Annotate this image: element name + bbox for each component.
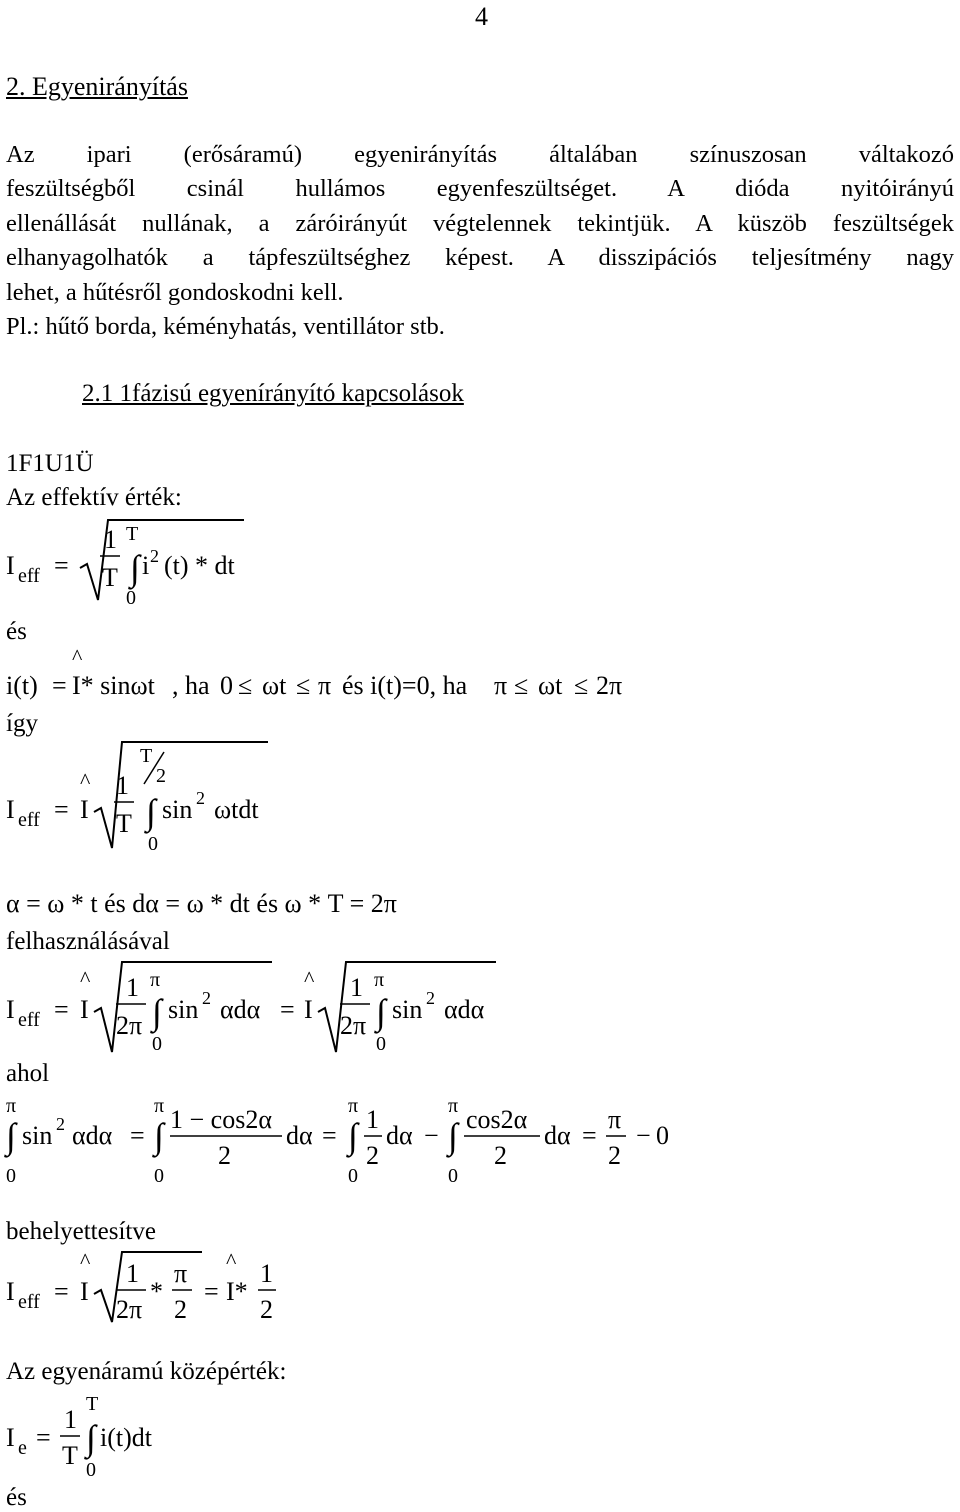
text-es-bottom: és <box>6 1484 27 1511</box>
eq-equals: = <box>54 995 69 1024</box>
eq-int-upper: π <box>154 1095 165 1117</box>
eq-int-upper: π <box>374 969 385 991</box>
equation-effective-alpha <box>6 962 496 1055</box>
eq-frac-den: T <box>102 563 118 592</box>
eq-omega-tdt: ωtdt <box>214 795 259 824</box>
eq-equals: = <box>582 1121 597 1150</box>
eq-frac-num: π <box>174 1259 188 1288</box>
eq-hat: ^ <box>80 966 91 991</box>
eq-frac-den: 2 <box>174 1295 187 1324</box>
eq-power: 2 <box>426 988 435 1008</box>
eq-pi: π <box>318 671 332 700</box>
effective-value-label: Az effektív érték: <box>6 484 182 511</box>
eq-frac-den: T <box>116 809 132 838</box>
intro-line: lehet, a hűtésről gondoskodni kell. <box>6 278 344 306</box>
eq-leq: ≤ <box>574 671 589 700</box>
eq-alpha-dalpha: αdα <box>72 1121 113 1150</box>
eq-frac-den: 2π <box>340 1011 367 1040</box>
eq-frac-den: 2 <box>494 1141 507 1170</box>
eq-symbol-I: I <box>6 795 15 824</box>
eq-sin: sin <box>162 795 193 824</box>
eq-d-alpha: dα <box>286 1121 313 1150</box>
eq-frac-den: 2π <box>116 1295 143 1324</box>
eq-es-mid: és i(t)=0, ha <box>342 671 468 700</box>
eq-int-upper: π <box>150 969 161 991</box>
eq-alpha-dalpha: αdα <box>444 995 485 1024</box>
eq-frac-num: 1 <box>116 771 129 800</box>
eq-sub-e: e <box>18 1437 27 1459</box>
eq-frac-num: 1 − cos2α <box>170 1105 272 1134</box>
eq-zero: 0 <box>220 671 233 700</box>
eq-frac-num: 1 <box>126 973 139 1002</box>
eq-power: 2 <box>202 988 211 1008</box>
eq-equals: = <box>54 795 69 824</box>
eq-int-lower: 0 <box>6 1165 16 1187</box>
integral-sign: ∫ <box>6 1116 16 1156</box>
eq-power: 2 <box>150 546 159 566</box>
eq-int-upper: π <box>6 1095 17 1117</box>
eq-zero: 0 <box>656 1121 669 1150</box>
eq-hat: ^ <box>80 1248 91 1273</box>
eq-two-pi: 2π <box>596 671 623 700</box>
text-behelyettesitve: behelyettesítve <box>6 1218 156 1245</box>
eq-hat: ^ <box>72 644 83 669</box>
eq-sin: sin <box>22 1121 53 1150</box>
integral-sign: ∫ <box>154 1116 164 1156</box>
eq-hat: ^ <box>304 966 315 991</box>
eq-hat: ^ <box>226 1248 237 1273</box>
integral-sign: ∫ <box>152 992 162 1032</box>
eq-int-upper-den: 2 <box>156 765 166 787</box>
eq-int-lower: 0 <box>148 833 158 855</box>
eq-int-upper: T <box>140 745 153 767</box>
eq-integrand-rest: (t) * dt <box>164 551 235 580</box>
intro-line: Az ipari (erősáramú) egyenirányítás általában színuszosan váltakozó <box>6 141 954 168</box>
intro-line: elhanyagolhatók a tápfeszültséghez képest. A disszipációs teljesítmény nagy <box>6 244 954 272</box>
eq-int-lower: 0 <box>126 587 136 609</box>
equation-effective-value <box>6 520 244 609</box>
eq-sin: sin <box>168 995 199 1024</box>
eq-sin: sin <box>392 995 423 1024</box>
subsection-heading: 2.1 1fázisú egyenírányító kapcsolások <box>82 380 464 407</box>
eq-int-upper: π <box>448 1095 459 1117</box>
eq-frac-den: 2 <box>366 1141 379 1170</box>
equation-result <box>6 1248 276 1324</box>
eq-frac-den: T <box>62 1441 78 1470</box>
eq-hat: ^ <box>80 768 91 793</box>
eq-int-upper: π <box>348 1095 359 1117</box>
circuit-label: 1F1U1Ü <box>6 450 94 477</box>
eq-I: I <box>304 995 313 1024</box>
eq-equals: = <box>280 995 295 1024</box>
eq-equals: = <box>204 1277 219 1306</box>
eq-alpha-dalpha: αdα <box>220 995 261 1024</box>
text-felhasznalasaval: felhasználásával <box>6 928 170 955</box>
eq-I: I <box>80 1277 89 1306</box>
text-igy: így <box>6 710 38 737</box>
eq-omega-t: ωt <box>538 671 563 700</box>
integral-sign: ∫ <box>146 792 156 832</box>
integral-sign: ∫ <box>376 992 386 1032</box>
section-heading: 2. Egyenirányítás <box>6 72 188 101</box>
equation-substitution: α = ω * t és dα = ω * dt és ω * T = 2π <box>6 889 397 918</box>
eq-star: * <box>150 1277 163 1306</box>
eq-symbol-I: I <box>6 995 15 1024</box>
eq-minus: − <box>424 1121 439 1150</box>
equation-effective-integral <box>6 742 268 855</box>
eq-int-lower: 0 <box>348 1165 358 1187</box>
eq-equals: = <box>54 551 69 580</box>
eq-int-upper: T <box>86 1393 99 1415</box>
eq-int-lower: 0 <box>448 1165 458 1187</box>
eq-int-upper: T <box>126 523 139 545</box>
eq-symbol-I: I <box>6 1423 15 1452</box>
eq-frac-num: 1 <box>104 525 117 554</box>
eq-symbol-I: I <box>6 551 15 580</box>
eq-equals: = <box>54 1277 69 1306</box>
eq-i-t-dt: i(t)dt <box>100 1423 152 1452</box>
eq-power: 2 <box>196 788 205 808</box>
eq-power: 2 <box>56 1114 65 1134</box>
eq-equals: = <box>130 1121 145 1150</box>
intro-line: ellenállását nullának, a záróirányút végtelennek tekintjük. A küszöb feszültségek <box>6 209 954 237</box>
eq-omega-t: ωt <box>262 671 287 700</box>
eq-I-sin: I* sinωt <box>72 671 155 700</box>
eq-frac-den: 2 <box>260 1295 273 1324</box>
integral-sign: ∫ <box>130 548 140 588</box>
eq-sub-eff: eff <box>18 1291 40 1313</box>
eq-int-lower: 0 <box>152 1033 162 1055</box>
eq-minus: − <box>636 1121 651 1150</box>
eq-frac-num: 1 <box>260 1259 273 1288</box>
eq-d-alpha: dα <box>544 1121 571 1150</box>
equation-current <box>6 644 622 700</box>
eq-equals: = <box>36 1423 51 1452</box>
eq-integrand: i <box>142 551 150 580</box>
eq-symbol-I: I <box>6 1277 15 1306</box>
eq-frac-num: cos2α <box>466 1105 528 1134</box>
eq-frac-den: 2 <box>608 1141 621 1170</box>
eq-leq: ≤ <box>238 671 253 700</box>
eq-int-lower: 0 <box>86 1459 96 1481</box>
eq-I: I <box>80 995 89 1024</box>
text-ahol: ahol <box>6 1060 50 1087</box>
intro-line: Pl.: hűtő borda, kéményhatás, ventillátor stb. <box>6 313 445 341</box>
intro-line: feszültségből csinál hullámos egyenfeszültséget. A dióda nyitóirányú <box>6 175 954 203</box>
eq-ha: , ha <box>172 671 210 700</box>
eq-frac-num: 1 <box>64 1405 77 1434</box>
eq-frac-den: 2 <box>218 1141 231 1170</box>
eq-sub-eff: eff <box>18 809 40 831</box>
eq-i-t: i(t) <box>6 671 38 700</box>
eq-pi: π <box>494 671 508 700</box>
eq-I-star: I* <box>226 1277 248 1306</box>
integral-sign: ∫ <box>86 1418 96 1458</box>
integral-sign: ∫ <box>448 1116 458 1156</box>
eq-frac-num: π <box>608 1105 622 1134</box>
eq-frac-num: 1 <box>126 1259 139 1288</box>
text-es: és <box>6 618 27 645</box>
eq-frac-num: 1 <box>366 1105 379 1134</box>
eq-d-alpha: dα <box>386 1121 413 1150</box>
eq-I: I <box>80 795 89 824</box>
eq-frac-den: 2π <box>116 1011 143 1040</box>
eq-equals: = <box>52 671 67 700</box>
integral-sign: ∫ <box>348 1116 358 1156</box>
eq-equals: = <box>322 1121 337 1150</box>
eq-leq: ≤ <box>514 671 529 700</box>
equation-dc-mean <box>6 1393 153 1481</box>
eq-frac-num: 1 <box>350 973 363 1002</box>
eq-leq: ≤ <box>296 671 311 700</box>
dc-mean-label: Az egyenáramú középérték: <box>6 1358 287 1385</box>
equation-integral-evaluation <box>4 1095 669 1187</box>
eq-int-lower: 0 <box>154 1165 164 1187</box>
eq-int-lower: 0 <box>376 1033 386 1055</box>
eq-sub-eff: eff <box>18 1009 40 1031</box>
eq-sub-eff: eff <box>18 565 40 587</box>
page-number: 4 <box>475 2 488 31</box>
